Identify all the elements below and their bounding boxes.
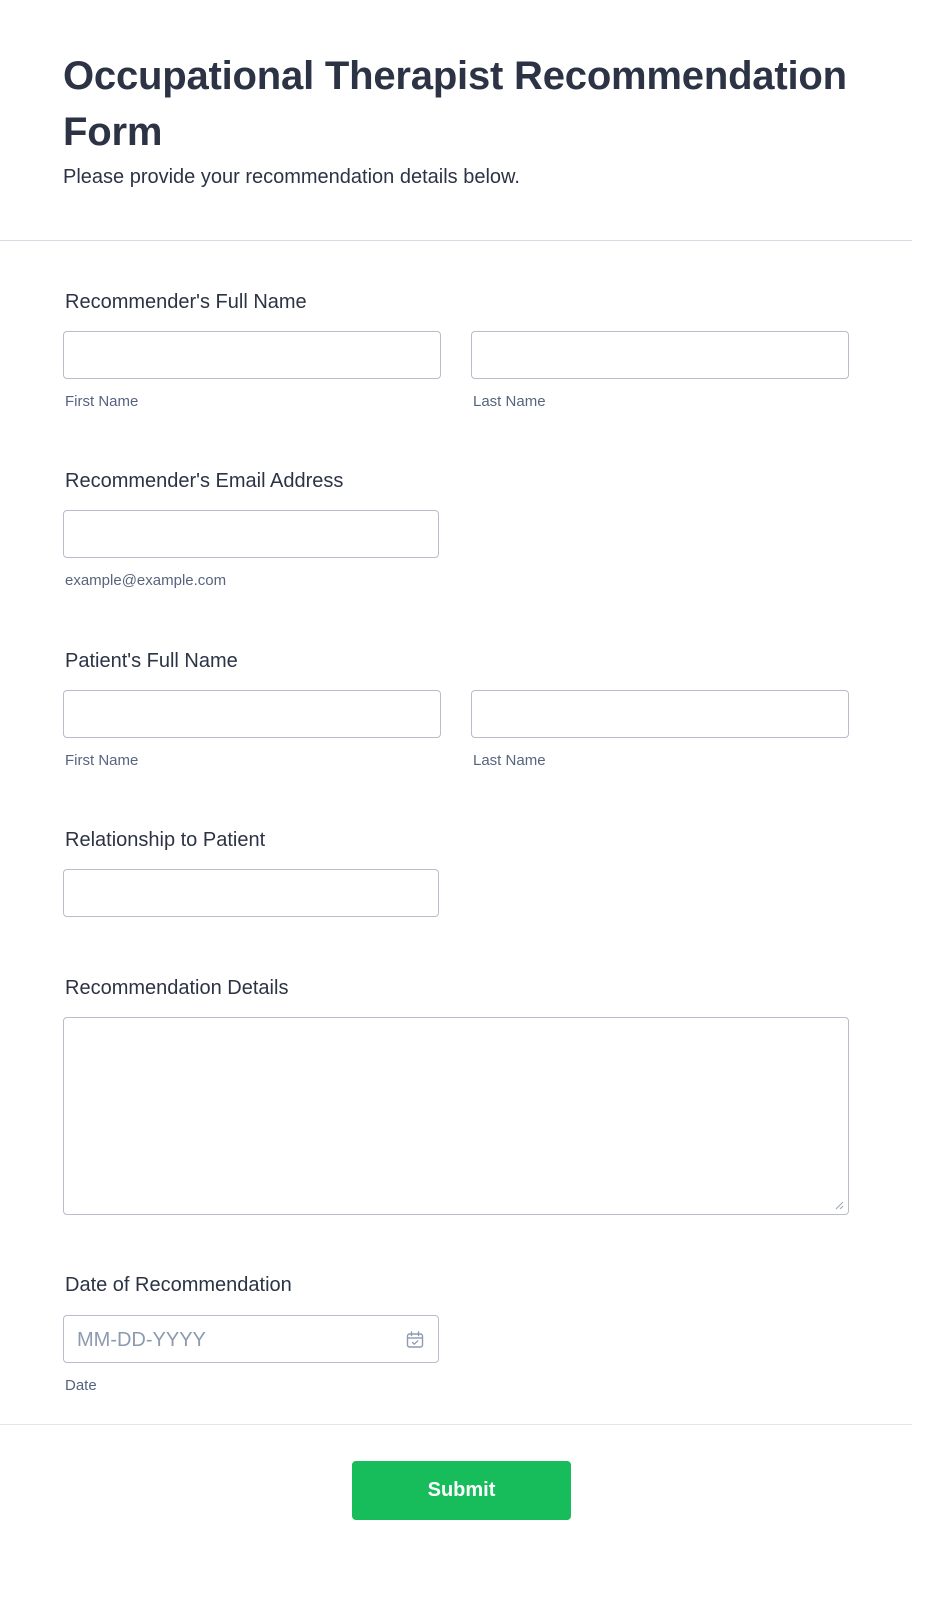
patient-first-name-input[interactable]	[63, 690, 441, 738]
recommender-name-label: Recommender's Full Name	[65, 291, 307, 313]
date-sublabel: Date	[65, 1377, 97, 1394]
relationship-input[interactable]	[63, 869, 439, 917]
page-subtitle: Please provide your recommendation details below.	[63, 166, 520, 188]
recommender-email-input[interactable]	[63, 510, 439, 558]
calendar-icon[interactable]	[405, 1330, 425, 1350]
date-placeholder: MM-DD-YYYY	[77, 1329, 206, 1351]
patient-name-label: Patient's Full Name	[65, 650, 238, 672]
details-textarea[interactable]	[63, 1017, 849, 1215]
form-header	[0, 0, 912, 241]
page-title: Occupational Therapist Recommendation Form	[63, 54, 847, 154]
recommender-email-label: Recommender's Email Address	[65, 470, 344, 492]
resize-handle-icon[interactable]	[834, 1200, 844, 1210]
recommender-first-name-input[interactable]	[63, 331, 441, 379]
date-input[interactable]	[63, 1315, 439, 1363]
recommender-email-sublabel: example@example.com	[65, 572, 227, 589]
footer-divider	[0, 1424, 912, 1425]
patient-last-name-sublabel: Last Name	[473, 752, 546, 769]
patient-last-name-input[interactable]	[471, 690, 849, 738]
relationship-label: Relationship to Patient	[65, 829, 266, 851]
details-label: Recommendation Details	[65, 977, 289, 999]
date-label: Date of Recommendation	[65, 1274, 292, 1296]
recommender-last-name-sublabel: Last Name	[473, 393, 546, 410]
patient-first-name-sublabel: First Name	[65, 752, 139, 769]
submit-button[interactable]: Submit	[352, 1461, 571, 1520]
recommender-first-name-sublabel: First Name	[65, 393, 139, 410]
recommender-last-name-input[interactable]	[471, 331, 849, 379]
